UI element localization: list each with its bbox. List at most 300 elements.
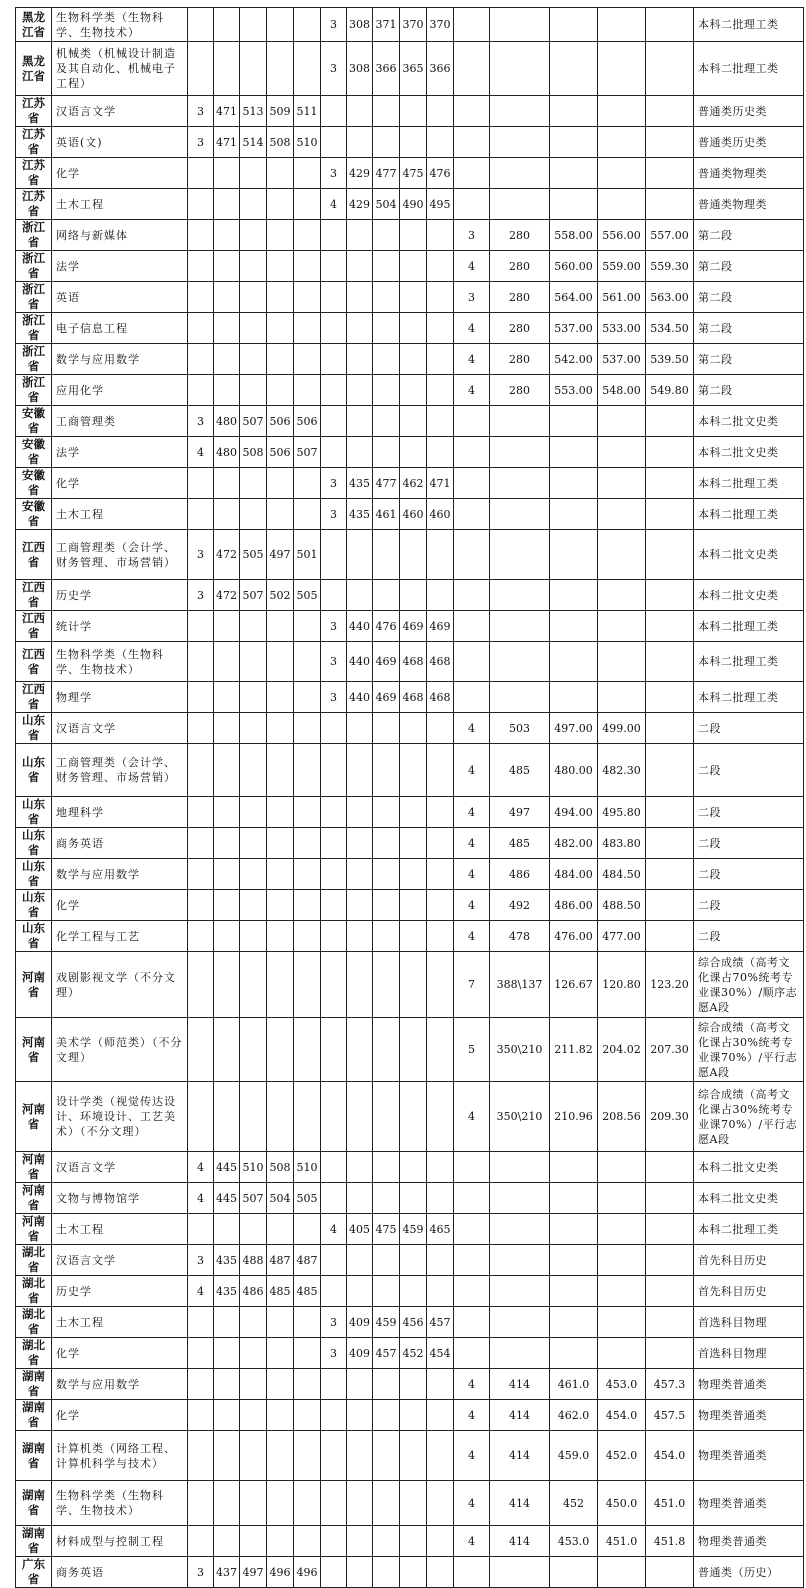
score-cell: 558.00: [550, 220, 598, 251]
score-cell: [550, 406, 598, 437]
score-cell: [321, 713, 347, 744]
province-cell: 安徽省: [16, 406, 52, 437]
major-cell: 戏剧影视文学（不分文理）: [52, 952, 188, 1018]
score-cell: [267, 1082, 294, 1152]
batch-note-cell: 普通类物理类: [694, 189, 804, 220]
score-cell: [240, 1338, 267, 1369]
score-cell: [188, 859, 214, 890]
score-cell: [373, 282, 400, 313]
score-cell: [188, 890, 214, 921]
score-cell: [550, 1557, 598, 1588]
score-cell: [550, 1214, 598, 1245]
score-cell: 414: [490, 1400, 550, 1431]
major-cell: 材料成型与控制工程: [52, 1526, 188, 1557]
score-cell: [214, 1018, 240, 1082]
score-cell: [373, 406, 400, 437]
batch-note-cell: 本科二批文史类: [694, 437, 804, 468]
score-cell: [400, 797, 427, 828]
score-cell: 388\137: [490, 952, 550, 1018]
score-cell: [454, 1557, 490, 1588]
score-cell: 497.00: [550, 713, 598, 744]
score-cell: 457.5: [646, 1400, 694, 1431]
province-cell: 河南省: [16, 1018, 52, 1082]
score-cell: [347, 406, 373, 437]
score-cell: [373, 1152, 400, 1183]
score-cell: 366: [373, 42, 400, 96]
score-cell: [373, 1276, 400, 1307]
batch-note-cell: 二段: [694, 744, 804, 797]
batch-note-cell: 第二段: [694, 313, 804, 344]
score-cell: 462.0: [550, 1400, 598, 1431]
score-cell: [598, 437, 646, 468]
score-cell: [294, 158, 321, 189]
major-cell: 历史学: [52, 580, 188, 611]
score-cell: [598, 96, 646, 127]
province-cell: 山东省: [16, 744, 52, 797]
score-cell: [267, 158, 294, 189]
batch-note-cell: 二段: [694, 859, 804, 890]
score-cell: [240, 952, 267, 1018]
score-cell: [400, 1369, 427, 1400]
score-cell: 476.00: [550, 921, 598, 952]
score-cell: [214, 713, 240, 744]
score-cell: 477.00: [598, 921, 646, 952]
province-cell: 江苏省: [16, 158, 52, 189]
major-cell: 统计学: [52, 611, 188, 642]
score-cell: [427, 1245, 454, 1276]
score-cell: [214, 611, 240, 642]
province-cell: 浙江省: [16, 313, 52, 344]
province-cell: 黑龙江省: [16, 8, 52, 42]
score-cell: 502: [267, 580, 294, 611]
batch-note-cell: 本科二批文史类: [694, 580, 804, 611]
score-cell: [427, 580, 454, 611]
score-cell: [373, 921, 400, 952]
score-cell: 505: [240, 530, 267, 580]
score-cell: [347, 1183, 373, 1214]
score-cell: [646, 797, 694, 828]
score-cell: [240, 499, 267, 530]
score-cell: [321, 375, 347, 406]
score-cell: 492: [490, 890, 550, 921]
score-cell: [294, 682, 321, 713]
major-cell: 化学: [52, 1400, 188, 1431]
score-cell: [646, 828, 694, 859]
score-cell: [347, 797, 373, 828]
batch-note-cell: 本科二批理工类: [694, 682, 804, 713]
table-row: [16, 921, 804, 952]
score-cell: 4: [188, 1276, 214, 1307]
score-cell: [347, 744, 373, 797]
batch-note-cell: 本科二批理工类: [694, 8, 804, 42]
score-cell: [646, 96, 694, 127]
batch-note-cell: 二段: [694, 890, 804, 921]
score-cell: 495.80: [598, 797, 646, 828]
batch-note-cell: 首选科目物理: [694, 1307, 804, 1338]
score-cell: 3: [321, 499, 347, 530]
score-cell: 4: [454, 344, 490, 375]
score-cell: 209.30: [646, 1082, 694, 1152]
score-cell: [294, 744, 321, 797]
major-cell: 数学与应用数学: [52, 859, 188, 890]
score-cell: 4: [454, 921, 490, 952]
score-cell: 503: [490, 713, 550, 744]
score-cell: [188, 375, 214, 406]
score-cell: 437: [214, 1557, 240, 1588]
score-cell: [454, 1214, 490, 1245]
score-cell: [240, 859, 267, 890]
score-cell: 3: [188, 96, 214, 127]
score-cell: [321, 251, 347, 282]
score-cell: [188, 611, 214, 642]
score-cell: [188, 189, 214, 220]
province-cell: 山东省: [16, 797, 52, 828]
score-cell: [240, 611, 267, 642]
score-cell: 4: [454, 744, 490, 797]
score-cell: 460: [427, 499, 454, 530]
score-cell: 4: [454, 713, 490, 744]
province-cell: 河南省: [16, 1082, 52, 1152]
score-cell: 350\210: [490, 1082, 550, 1152]
score-cell: 557.00: [646, 220, 694, 251]
table-row: [16, 1526, 804, 1557]
score-cell: [550, 642, 598, 682]
score-cell: [188, 1307, 214, 1338]
score-cell: [321, 344, 347, 375]
score-cell: [240, 1082, 267, 1152]
score-cell: [490, 1307, 550, 1338]
score-cell: [598, 468, 646, 499]
major-cell: 法学: [52, 251, 188, 282]
score-cell: [373, 1369, 400, 1400]
score-cell: [427, 828, 454, 859]
score-cell: [454, 611, 490, 642]
score-cell: [400, 1183, 427, 1214]
score-cell: [646, 468, 694, 499]
major-cell: 土木工程: [52, 1214, 188, 1245]
major-cell: 生物科学类（生物科学、生物技术）: [52, 642, 188, 682]
score-cell: [598, 1557, 646, 1588]
score-cell: 280: [490, 220, 550, 251]
score-cell: [373, 96, 400, 127]
score-cell: 471: [214, 96, 240, 127]
score-cell: [267, 642, 294, 682]
score-cell: [214, 189, 240, 220]
score-cell: [267, 42, 294, 96]
score-cell: [550, 158, 598, 189]
score-cell: 471: [214, 127, 240, 158]
score-cell: [427, 1018, 454, 1082]
score-cell: [427, 251, 454, 282]
batch-note-cell: 本科二批理工类: [694, 642, 804, 682]
score-cell: [598, 1152, 646, 1183]
score-cell: 451.0: [646, 1481, 694, 1526]
score-cell: 537.00: [598, 344, 646, 375]
batch-note-cell: 二段: [694, 828, 804, 859]
score-cell: [454, 580, 490, 611]
score-cell: [454, 42, 490, 96]
score-cell: [321, 1183, 347, 1214]
score-cell: 429: [347, 189, 373, 220]
score-cell: [347, 1400, 373, 1431]
score-cell: [267, 1369, 294, 1400]
batch-note-cell: 二段: [694, 713, 804, 744]
score-cell: [321, 313, 347, 344]
score-cell: 508: [267, 127, 294, 158]
major-cell: 汉语言文学: [52, 1245, 188, 1276]
score-cell: [400, 437, 427, 468]
score-cell: 542.00: [550, 344, 598, 375]
score-cell: [454, 1307, 490, 1338]
score-cell: [214, 1369, 240, 1400]
score-cell: [454, 642, 490, 682]
score-cell: [598, 158, 646, 189]
score-cell: [188, 921, 214, 952]
province-cell: 山东省: [16, 859, 52, 890]
score-cell: [321, 744, 347, 797]
score-cell: [188, 42, 214, 96]
batch-note-cell: 首先科目历史: [694, 1276, 804, 1307]
table-row: [16, 1369, 804, 1400]
score-cell: 490: [400, 189, 427, 220]
major-cell: 工商管理类（会计学、财务管理、市场营销）: [52, 530, 188, 580]
score-cell: [427, 1276, 454, 1307]
score-cell: [490, 499, 550, 530]
score-cell: [646, 1245, 694, 1276]
score-cell: 506: [294, 406, 321, 437]
score-cell: [373, 437, 400, 468]
score-cell: [400, 1245, 427, 1276]
score-cell: [427, 859, 454, 890]
score-cell: [188, 952, 214, 1018]
score-cell: [214, 220, 240, 251]
score-cell: [400, 344, 427, 375]
score-cell: [321, 1276, 347, 1307]
score-cell: [373, 859, 400, 890]
score-cell: [347, 859, 373, 890]
score-cell: 485: [267, 1276, 294, 1307]
score-cell: [427, 1557, 454, 1588]
table-row: [16, 1214, 804, 1245]
score-cell: [188, 344, 214, 375]
score-cell: 533.00: [598, 313, 646, 344]
score-cell: 435: [347, 499, 373, 530]
score-cell: 482.30: [598, 744, 646, 797]
score-cell: [240, 921, 267, 952]
score-cell: [294, 1431, 321, 1481]
score-cell: [490, 96, 550, 127]
score-cell: [646, 1214, 694, 1245]
score-cell: 559.30: [646, 251, 694, 282]
table-row: [16, 611, 804, 642]
score-cell: 210.96: [550, 1082, 598, 1152]
score-cell: 280: [490, 375, 550, 406]
score-cell: [427, 744, 454, 797]
score-cell: [347, 1018, 373, 1082]
score-cell: [490, 1152, 550, 1183]
score-cell: [294, 1307, 321, 1338]
score-cell: [294, 828, 321, 859]
score-cell: [214, 344, 240, 375]
score-cell: [646, 921, 694, 952]
score-cell: [294, 42, 321, 96]
score-cell: [454, 530, 490, 580]
major-cell: 化学: [52, 468, 188, 499]
score-cell: 510: [294, 127, 321, 158]
score-cell: 280: [490, 251, 550, 282]
province-cell: 山东省: [16, 713, 52, 744]
score-cell: [240, 744, 267, 797]
score-cell: [646, 1307, 694, 1338]
score-cell: [400, 282, 427, 313]
score-cell: 440: [347, 642, 373, 682]
score-cell: 469: [427, 611, 454, 642]
score-cell: [373, 1245, 400, 1276]
table-row: [16, 251, 804, 282]
batch-note-cell: 本科二批理工类: [694, 611, 804, 642]
score-cell: [454, 1245, 490, 1276]
score-cell: 497: [490, 797, 550, 828]
score-cell: [550, 96, 598, 127]
score-cell: [240, 220, 267, 251]
score-cell: 3: [454, 220, 490, 251]
score-cell: [321, 1400, 347, 1431]
major-cell: 网络与新媒体: [52, 220, 188, 251]
score-cell: 468: [400, 682, 427, 713]
score-cell: [427, 921, 454, 952]
score-cell: 459: [373, 1307, 400, 1338]
table-row: [16, 682, 804, 713]
major-cell: 设计学类（视觉传达设计、环境设计、工艺美术）（不分文理）: [52, 1082, 188, 1152]
batch-note-cell: 第二段: [694, 344, 804, 375]
score-cell: [598, 499, 646, 530]
score-cell: [454, 1276, 490, 1307]
score-cell: [550, 8, 598, 42]
province-cell: 江西省: [16, 611, 52, 642]
score-cell: 3: [188, 406, 214, 437]
score-cell: 3: [321, 42, 347, 96]
score-cell: [214, 375, 240, 406]
major-cell: 机械类（机械设计制造及其自动化、机械电子工程）: [52, 42, 188, 96]
batch-note-cell: 普通类（历史）: [694, 1557, 804, 1588]
score-cell: [347, 437, 373, 468]
score-cell: [373, 1481, 400, 1526]
score-cell: 405: [347, 1214, 373, 1245]
score-cell: [490, 158, 550, 189]
score-cell: [240, 1400, 267, 1431]
score-cell: 3: [321, 468, 347, 499]
score-cell: [347, 127, 373, 158]
score-cell: [214, 1526, 240, 1557]
score-cell: 486: [240, 1276, 267, 1307]
province-cell: 浙江省: [16, 375, 52, 406]
score-cell: [347, 1082, 373, 1152]
score-cell: 534.50: [646, 313, 694, 344]
score-cell: [454, 468, 490, 499]
score-cell: [267, 952, 294, 1018]
score-cell: [321, 127, 347, 158]
table-row: [16, 1245, 804, 1276]
score-cell: [240, 282, 267, 313]
score-cell: [188, 251, 214, 282]
score-cell: [454, 127, 490, 158]
score-cell: [373, 1526, 400, 1557]
table-row: [16, 530, 804, 580]
province-cell: 江西省: [16, 580, 52, 611]
score-cell: [400, 313, 427, 344]
score-cell: 456: [400, 1307, 427, 1338]
score-cell: [400, 713, 427, 744]
batch-note-cell: 第二段: [694, 251, 804, 282]
score-cell: [267, 797, 294, 828]
score-cell: [214, 744, 240, 797]
score-cell: [240, 251, 267, 282]
score-cell: 537.00: [550, 313, 598, 344]
score-cell: [373, 530, 400, 580]
score-cell: [373, 220, 400, 251]
score-cell: 488: [240, 1245, 267, 1276]
score-cell: 482.00: [550, 828, 598, 859]
score-cell: 4: [454, 797, 490, 828]
score-cell: [267, 468, 294, 499]
score-cell: 371: [373, 8, 400, 42]
province-cell: 河南省: [16, 1183, 52, 1214]
score-cell: 451.0: [598, 1526, 646, 1557]
score-cell: [373, 344, 400, 375]
score-cell: [550, 189, 598, 220]
score-cell: 488.50: [598, 890, 646, 921]
score-cell: [214, 828, 240, 859]
score-cell: [373, 797, 400, 828]
score-cell: [214, 1431, 240, 1481]
score-cell: [294, 611, 321, 642]
score-cell: [550, 437, 598, 468]
score-cell: 308: [347, 42, 373, 96]
score-cell: [427, 313, 454, 344]
score-cell: 513: [240, 96, 267, 127]
province-cell: 黑龙江省: [16, 42, 52, 96]
score-cell: [347, 1369, 373, 1400]
score-cell: 469: [400, 611, 427, 642]
score-cell: 4: [454, 1369, 490, 1400]
score-cell: [240, 375, 267, 406]
score-cell: [188, 682, 214, 713]
score-cell: 506: [267, 406, 294, 437]
major-cell: 化学: [52, 158, 188, 189]
score-cell: [188, 468, 214, 499]
score-cell: [321, 437, 347, 468]
score-cell: [598, 580, 646, 611]
score-cell: 469: [373, 682, 400, 713]
score-cell: 506: [267, 437, 294, 468]
province-cell: 山东省: [16, 921, 52, 952]
batch-note-cell: 首选科目物理: [694, 1338, 804, 1369]
score-cell: 454: [427, 1338, 454, 1369]
score-cell: [214, 251, 240, 282]
score-cell: [550, 1152, 598, 1183]
score-cell: [267, 375, 294, 406]
batch-note-cell: 首先科目历史: [694, 1245, 804, 1276]
score-cell: [188, 220, 214, 251]
score-cell: 539.50: [646, 344, 694, 375]
score-cell: 487: [267, 1245, 294, 1276]
score-cell: [347, 952, 373, 1018]
province-cell: 湖北省: [16, 1276, 52, 1307]
score-cell: [373, 580, 400, 611]
score-cell: [400, 127, 427, 158]
score-cell: 487: [294, 1245, 321, 1276]
score-cell: 556.00: [598, 220, 646, 251]
